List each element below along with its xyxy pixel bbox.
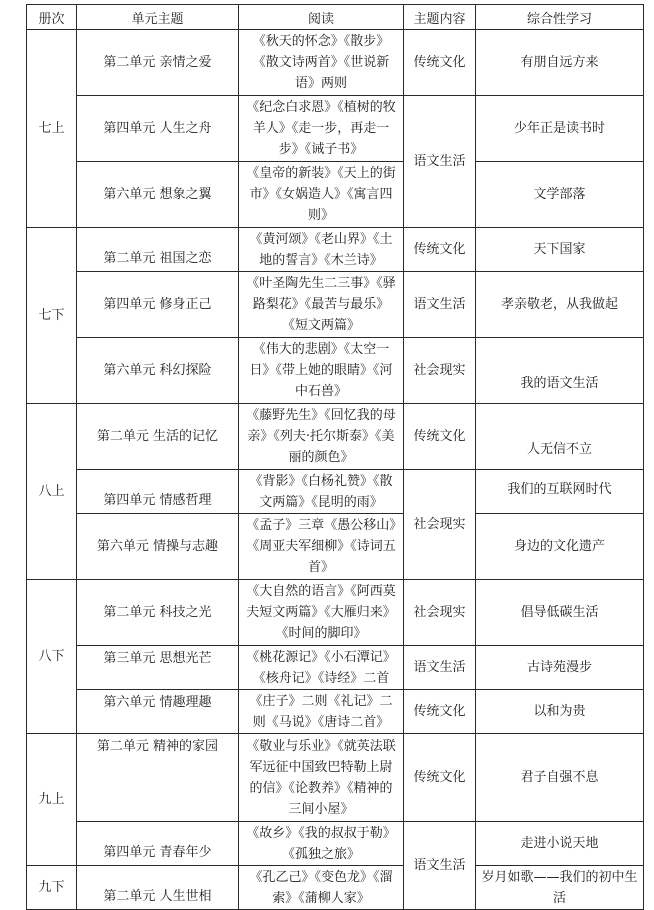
comprehensive-cell: 岁月如歌——我们的初中生活 <box>476 866 644 910</box>
unit-cell: 第六单元 情操与志趣 <box>77 514 239 580</box>
table-row <box>27 646 644 690</box>
table-row <box>27 690 644 734</box>
reading-cell: 《桃花源记》《小石潭记》《核舟记》《诗经》二首 <box>239 646 404 690</box>
table-row <box>27 734 644 822</box>
table-row <box>27 470 644 514</box>
reading-cell: 《伟大的悲剧》《太空一日》《带上她的眼睛》《河中石兽》 <box>239 338 404 404</box>
comprehensive-cell: 君子自强不息 <box>476 734 644 822</box>
comprehensive-cell: 人无信不立 <box>476 404 644 470</box>
header-row <box>27 5 644 30</box>
comprehensive-cell: 我的语文生活 <box>476 338 644 404</box>
table-row <box>27 404 644 470</box>
unit-cell: 第四单元 情感哲理 <box>77 470 239 514</box>
reading-cell: 《庄子》二则《礼记》二则《马说》《唐诗二首》 <box>239 690 404 734</box>
header-volume: 册次 <box>27 5 77 30</box>
reading-cell: 《皇帝的新装》《天上的街市》《女娲造人》《寓言四则》 <box>239 162 404 228</box>
comprehensive-cell: 少年正是读书时 <box>476 96 644 162</box>
reading-cell: 《叶圣陶先生二三事》《驿路梨花》《最苦与最乐》《短文两篇》 <box>239 272 404 338</box>
comprehensive-cell: 身边的文化遗产 <box>476 514 644 580</box>
unit-cell: 第二单元 科技之光 <box>77 580 239 646</box>
table-row <box>27 162 644 228</box>
comprehensive-cell: 文学部落 <box>476 162 644 228</box>
table-row <box>27 338 644 404</box>
reading-cell: 《黄河颂》《老山界》《土地的誓言》《木兰诗》 <box>239 228 404 272</box>
header-reading: 阅读 <box>239 5 404 30</box>
header-comprehensive-learning: 综合性学习 <box>476 5 644 30</box>
topic-cell: 社会现实 <box>404 580 476 646</box>
table-row <box>27 30 644 96</box>
curriculum-table <box>26 4 644 910</box>
unit-cell: 第二单元 生活的记忆 <box>77 404 239 470</box>
volume-cell: 九上 <box>27 734 77 866</box>
unit-cell: 第四单元 青春年少 <box>77 822 239 866</box>
table-row <box>27 580 644 646</box>
comprehensive-cell: 孝亲敬老，从我做起 <box>476 272 644 338</box>
volume-cell: 八上 <box>27 404 77 580</box>
topic-cell: 社会现实 <box>404 470 476 580</box>
unit-cell: 第二单元 祖国之恋 <box>77 228 239 272</box>
unit-cell: 第四单元 修身正己 <box>77 272 239 338</box>
table-row <box>27 514 644 580</box>
comprehensive-cell: 以和为贵 <box>476 690 644 734</box>
table-row <box>27 866 644 910</box>
comprehensive-cell: 天下国家 <box>476 228 644 272</box>
comprehensive-cell: 走进小说天地 <box>476 822 644 866</box>
volume-cell: 七上 <box>27 30 77 228</box>
unit-cell: 第二单元 精神的家园 <box>77 734 239 822</box>
topic-cell: 语文生活 <box>404 646 476 690</box>
reading-cell: 《大自然的语言》《阿西莫夫短文两篇》《大雁归来》《时间的脚印》 <box>239 580 404 646</box>
topic-cell: 语文生活 <box>404 96 476 228</box>
unit-cell: 第二单元 亲情之爱 <box>77 30 239 96</box>
topic-cell: 传统文化 <box>404 30 476 96</box>
reading-cell: 《藤野先生》《回忆我的母亲》《列夫·托尔斯泰》《美丽的颜色》 <box>239 404 404 470</box>
comprehensive-cell: 我们的互联网时代 <box>476 470 644 514</box>
unit-cell: 第四单元 人生之舟 <box>77 96 239 162</box>
reading-cell: 《背影》《白杨礼赞》《散文两篇》《昆明的雨》 <box>239 470 404 514</box>
table-row <box>27 272 644 338</box>
reading-cell: 《敬业与乐业》《就英法联军远征中国致巴特勒上尉的信》《论教养》《精神的三间小屋》 <box>239 734 404 822</box>
header-topic-content: 主题内容 <box>404 5 476 30</box>
table-row <box>27 228 644 272</box>
table-row <box>27 96 644 162</box>
unit-cell: 第二单元 人生世相 <box>77 866 239 910</box>
volume-cell: 七下 <box>27 228 77 404</box>
reading-cell: 《孟子》三章《愚公移山》《周亚夫军细柳》《诗词五首》 <box>239 514 404 580</box>
topic-cell: 传统文化 <box>404 404 476 470</box>
unit-cell: 第三单元 思想光芒 <box>77 646 239 690</box>
topic-cell: 语文生活 <box>404 272 476 338</box>
unit-cell: 第六单元 科幻探险 <box>77 338 239 404</box>
topic-cell: 传统文化 <box>404 228 476 272</box>
unit-cell: 第六单元 想象之翼 <box>77 162 239 228</box>
table-row <box>27 822 644 866</box>
reading-cell: 《孔乙己》《变色龙》《溜索》《蒲柳人家》 <box>239 866 404 910</box>
topic-cell: 传统文化 <box>404 734 476 822</box>
topic-cell: 社会现实 <box>404 338 476 404</box>
comprehensive-cell: 倡导低碳生活 <box>476 580 644 646</box>
topic-cell: 传统文化 <box>404 690 476 734</box>
topic-cell: 语文生活 <box>404 822 476 910</box>
header-unit-theme: 单元主题 <box>77 5 239 30</box>
reading-cell: 《纪念白求恩》《植树的牧羊人》《走一步，再走一步》《诫子书》 <box>239 96 404 162</box>
comprehensive-cell: 古诗苑漫步 <box>476 646 644 690</box>
unit-cell: 第六单元 情趣理趣 <box>77 690 239 734</box>
reading-cell: 《故乡》《我的叔叔于勒》《孤独之旅》 <box>239 822 404 866</box>
volume-cell: 九下 <box>27 866 77 910</box>
reading-cell: 《秋天的怀念》《散步》《散文诗两首》《世说新语》两则 <box>239 30 404 96</box>
comprehensive-cell: 有朋自远方来 <box>476 30 644 96</box>
volume-cell: 八下 <box>27 580 77 734</box>
